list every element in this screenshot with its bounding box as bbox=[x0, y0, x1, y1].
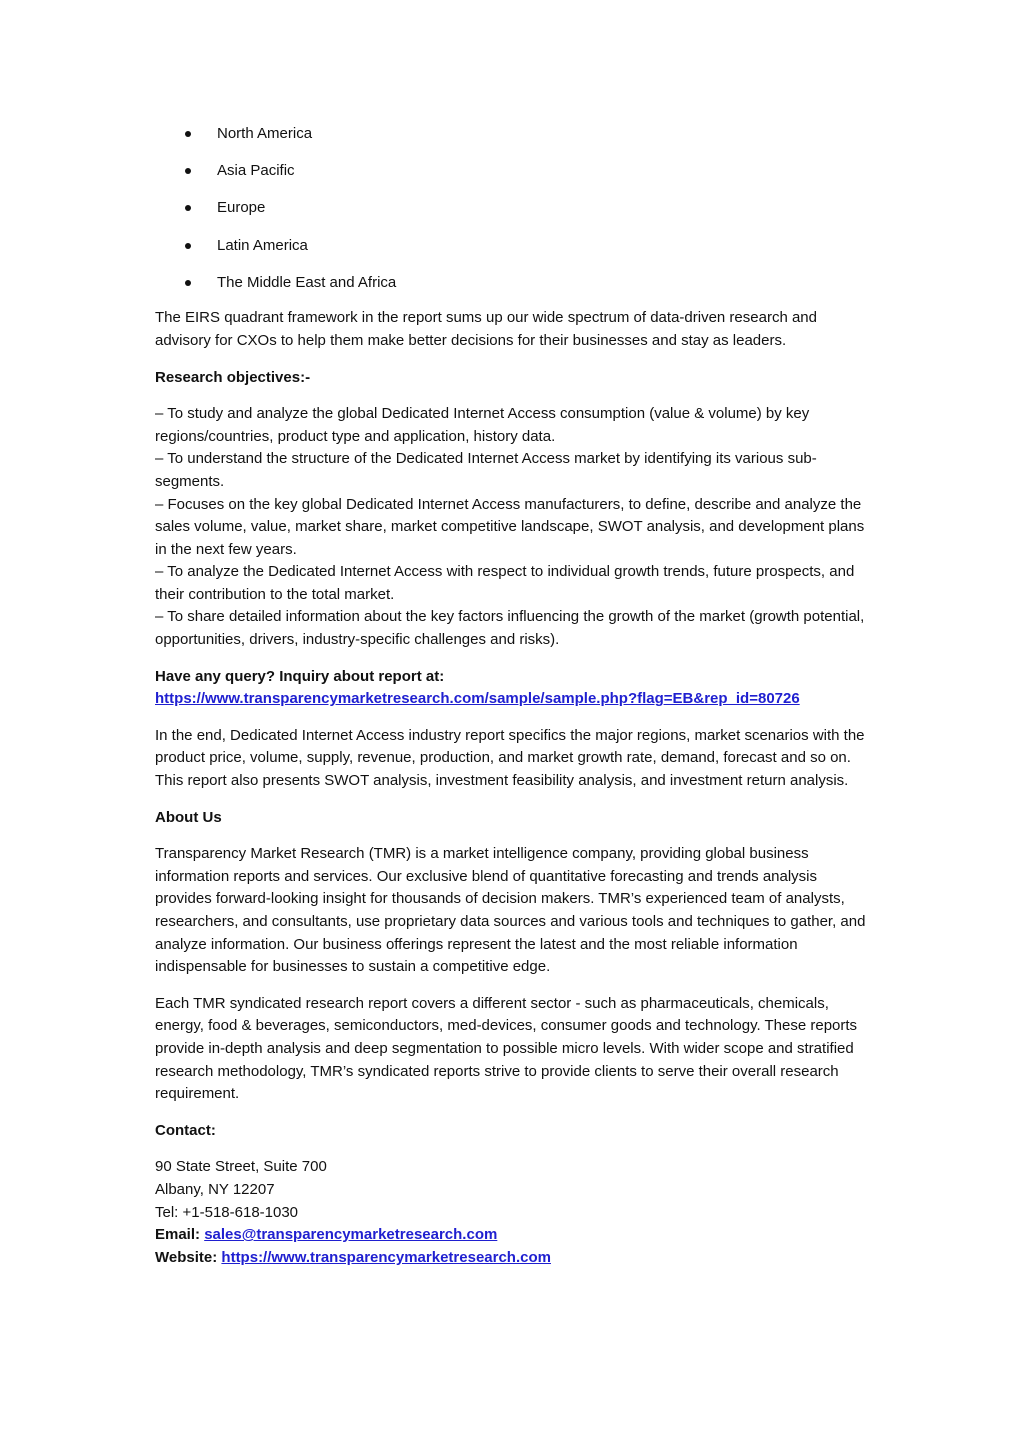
list-item bbox=[155, 272, 875, 295]
inquiry-link[interactable]: https://www.transparencymarketresearch.com/sample/sample.php?flag=EB&rep_id=80726 bbox=[155, 690, 800, 708]
website-row bbox=[155, 1247, 875, 1270]
objective-item: – To analyze the Dedicated Internet Access with respect to individual growth trends, future prospects, and their contribution to the total market. bbox=[155, 563, 855, 603]
telephone: Tel: +1-518-618-1030 bbox=[155, 1203, 299, 1221]
objective-item: – Focuses on the key global Dedicated Internet Access manufacturers, to define, describe and analyze the sales volume, value, market share, market competitive landscape, SWOT analysis, and development plans in the next few years. bbox=[155, 495, 865, 558]
region-middle-east-africa: The Middle East and Africa bbox=[217, 273, 397, 291]
end-paragraph: In the end, Dedicated Internet Access industry report specifics the major regions, market scenarios with the product price, volume, supply, revenue, production, and market growth rate, demand, forecast and so on. This report also presents SWOT analysis, investment feasibility analysis, and investment return analysis. bbox=[155, 726, 865, 790]
email-label: Email: bbox=[155, 1226, 201, 1244]
address-line-1: 90 State Street, Suite 700 bbox=[155, 1158, 327, 1176]
list-item bbox=[155, 160, 875, 183]
about-paragraph-1: Transparency Market Research (TMR) is a market intelligence company, providing global business information reports and services. Our exclusive blend of quantitative forecasting and trends analysis provides forward-looking insight for thousands of decision makers. TMR’s experienced team of analysts, researchers, and consultants, use proprietary data sources and various tools and techniques to gather, and analyze information. Our business offerings represent the latest and the most reliable information indispensable for businesses to sustain a competitive edge. bbox=[155, 845, 866, 976]
about-us-heading: About Us bbox=[155, 808, 222, 826]
bullet-icon bbox=[185, 205, 191, 211]
list-item bbox=[155, 235, 875, 258]
address-line-2: Albany, NY 12207 bbox=[155, 1180, 275, 1198]
bullet-icon bbox=[185, 131, 191, 137]
email-row bbox=[155, 1224, 875, 1247]
website-link[interactable]: https://www.transparencymarketresearch.com bbox=[221, 1248, 551, 1266]
bullet-icon bbox=[185, 280, 191, 286]
eirs-paragraph: The EIRS quadrant framework in the report sums up our wide spectrum of data-driven research and advisory for CXOs to help them make better decisions for their businesses and stay as leaders. bbox=[155, 309, 817, 349]
objective-item: – To study and analyze the global Dedicated Internet Access consumption (value & volume) by key regions/countries, product type and application, history data. bbox=[155, 405, 810, 445]
inquiry-label: Have any query? Inquiry about report at: bbox=[155, 667, 445, 685]
email-link[interactable]: sales@transparencymarketresearch.com bbox=[204, 1226, 498, 1244]
region-europe: Europe bbox=[217, 199, 266, 217]
research-objectives-heading: Research objectives:- bbox=[155, 368, 311, 386]
contact-heading: Contact: bbox=[155, 1121, 216, 1139]
objective-item: – To share detailed information about the key factors influencing the growth of the market (growth potential, opportunities, drivers, industry-specific challenges and risks). bbox=[155, 608, 865, 649]
bullet-icon bbox=[185, 243, 191, 249]
contact-block bbox=[155, 1156, 875, 1269]
region-asia-pacific: Asia Pacific bbox=[217, 162, 295, 180]
bullet-icon bbox=[185, 168, 191, 174]
research-objectives-list bbox=[155, 403, 875, 652]
document-page bbox=[155, 123, 875, 1269]
objective-item: – To understand the structure of the Dedicated Internet Access market by identifying its various sub-segments. bbox=[155, 450, 817, 490]
region-latin-america: Latin America bbox=[217, 236, 308, 254]
list-item bbox=[155, 197, 875, 220]
list-item bbox=[155, 123, 875, 146]
inquiry-block bbox=[155, 666, 875, 711]
website-label: Website: bbox=[155, 1248, 218, 1266]
region-north-america: North America bbox=[217, 125, 313, 142]
regions-list bbox=[155, 123, 875, 294]
about-paragraph-2: Each TMR syndicated research report covers a different sector - such as pharmaceuticals, chemicals, energy, food & beverages, semiconductors, med-devices, consumer goods and technology. These reports provide in-depth analysis and deep segmentation to possible micro levels. With wider scope and stratified research methodology, TMR’s syndicated reports strive to provide clients to serve their overall research requirement. bbox=[155, 994, 858, 1103]
